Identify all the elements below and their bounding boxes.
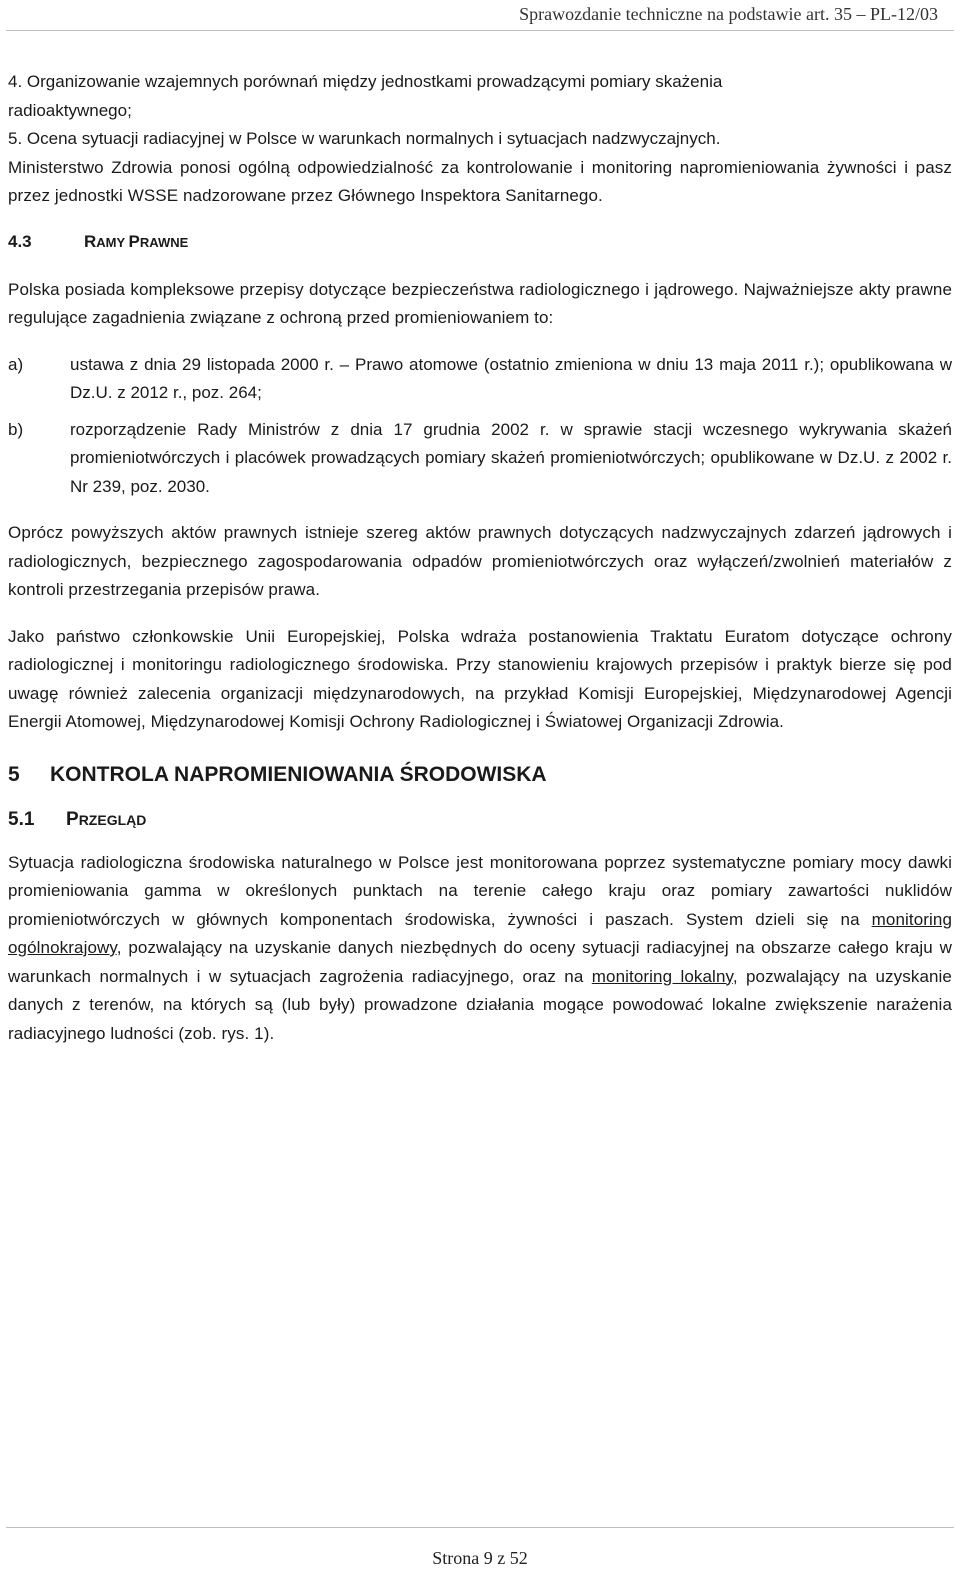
overview-text-2: , pozwalający na uzyskanie danych niezbędnych do oceny sytuacji radiacyjnej na obszarze całego kraju w warunkach normalnych i w sytuacjach zagrożenia radiacyjnego, oraz na [8, 938, 952, 986]
eu-paragraph: Jako państwo członkowskie Unii Europejskiej, Polska wdraża postanowienia Traktatu Euratom dotyczące ochrony radiologicznej i monitoringu radiologicznego środowiska. Przy stanowieniu krajowych przepisów i praktyk bierze się pod uwagę również zalecenia organizacji międzynarodowych, na przykład Komisji Europejskiej, Międzynarodowej Agencji Energii Atomowej, Międzynarodowej Komisji Ochrony Radiologicznej i Światowej Organizacji Zdrowia. [8, 626, 952, 731]
legal-act-item [8, 416, 952, 502]
section-4-3-heading [8, 231, 952, 254]
legal-act-text: rozporządzenie Rady Ministrów z dnia 17 grudnia 2002 r. w sprawie stacji wczesnego wykrywania skażeń promieniotwórczych i placówek prowadzących pomiary skażeń promieniotwórczych; opublikowane w Dz.U. z 2002 r. Nr 239, poz. 2030. [70, 419, 952, 496]
section-5-1-title-rest: RZEGLĄD [78, 811, 147, 828]
section-4-3-title-part-2: RAWNE [139, 234, 189, 250]
section-4-3-title-letter-2: P [128, 231, 140, 251]
section-5-1-title-letter: P [66, 808, 79, 830]
section-5-number: 5 [8, 762, 20, 786]
section-4-3-title-letter-1: R [84, 231, 97, 251]
header-rule [6, 30, 954, 31]
section-4-3-number: 4.3 [8, 231, 32, 251]
national-monitoring-term: monitoring ogólnokrajowy [8, 909, 952, 957]
overview-text-3: , pozwalający na uzyskanie danych z terenów, na których są (lub były) prowadzone działania mogące powodować lokalne zwiększenie narażenia radiacyjnego ludności (zob. rys. 1). [8, 966, 952, 1043]
other-acts-paragraph: Oprócz powyższych aktów prawnych istnieje szereg aktów prawnych dotyczących nadzwyczajnych zdarzeń jądrowych i radiologicznych, bezpiecznego zagospodarowania odpadów promieniotwórczych oraz wyłączeń/zwolnień materiałów z kontroli przestrzegania przepisów prawa. [8, 523, 952, 599]
section-5-heading [8, 761, 952, 789]
overview-text-1: Sytuacja radiologiczna środowiska naturalnego w Polsce jest monitorowana poprzez systematyczne pomiary mocy dawki promieniowania gamma w określonych punktach na terenie całego kraju oraz pomiary zawartości nuklidów promieniotwórczych w głównych komponentach środowiska, żywności i paszach. System dzieli się na [8, 852, 952, 929]
legal-intro-paragraph: Polska posiada kompleksowe przepisy dotyczące bezpieczeństwa radiologicznego i jądrowego. Najważniejsze akty prawne regulujące zagadnienia związane z ochroną przed promieniowaniem to: [8, 279, 952, 327]
ministry-paragraph: Ministerstwo Zdrowia ponosi ogólną odpowiedzialność za kontrolowanie i monitoring napromieniowania żywności i pasz przez jednostki WSSE nadzorowane przez Głównego Inspektora Sanitarnego. [8, 157, 952, 205]
running-header: Sprawozdanie techniczne na podstawie art. 35 – PL-12/03 [519, 4, 938, 24]
list-item-4-line-1: 4. Organizowanie wzajemnych porównań między jednostkami prowadzącymi pomiary skażenia [8, 72, 723, 91]
legal-act-marker: b) [8, 419, 24, 439]
footer-rule [6, 1527, 954, 1528]
page-number-footer: Strona 9 z 52 [432, 1548, 528, 1568]
list-item-5: 5. Ocena sytuacji radiacyjnej w Polsce w warunkach normalnych i sytuacjach nadzwyczajnych. [8, 129, 721, 148]
list-item-4-line-2: radioaktywnego; [8, 100, 132, 120]
section-5-title: KONTROLA NAPROMIENIOWANIA ŚRODOWISKA [50, 762, 547, 786]
overview-paragraph [8, 849, 952, 1049]
legal-act-text: ustawa z dnia 29 listopada 2000 r. – Prawo atomowe (ostatnio zmieniona w dniu 13 maja 2011 r.); opublikowana w Dz.U. z 2012 r., poz. 264; [70, 354, 952, 402]
legal-act-item [8, 351, 952, 408]
section-5-1-heading [8, 807, 952, 833]
section-5-1-number: 5.1 [8, 808, 35, 830]
legal-act-marker: a) [8, 354, 24, 374]
page-content [8, 68, 952, 1048]
section-4-3-title-part-1: AMY [96, 234, 129, 250]
local-monitoring-term: monitoring lokalny [591, 966, 733, 986]
